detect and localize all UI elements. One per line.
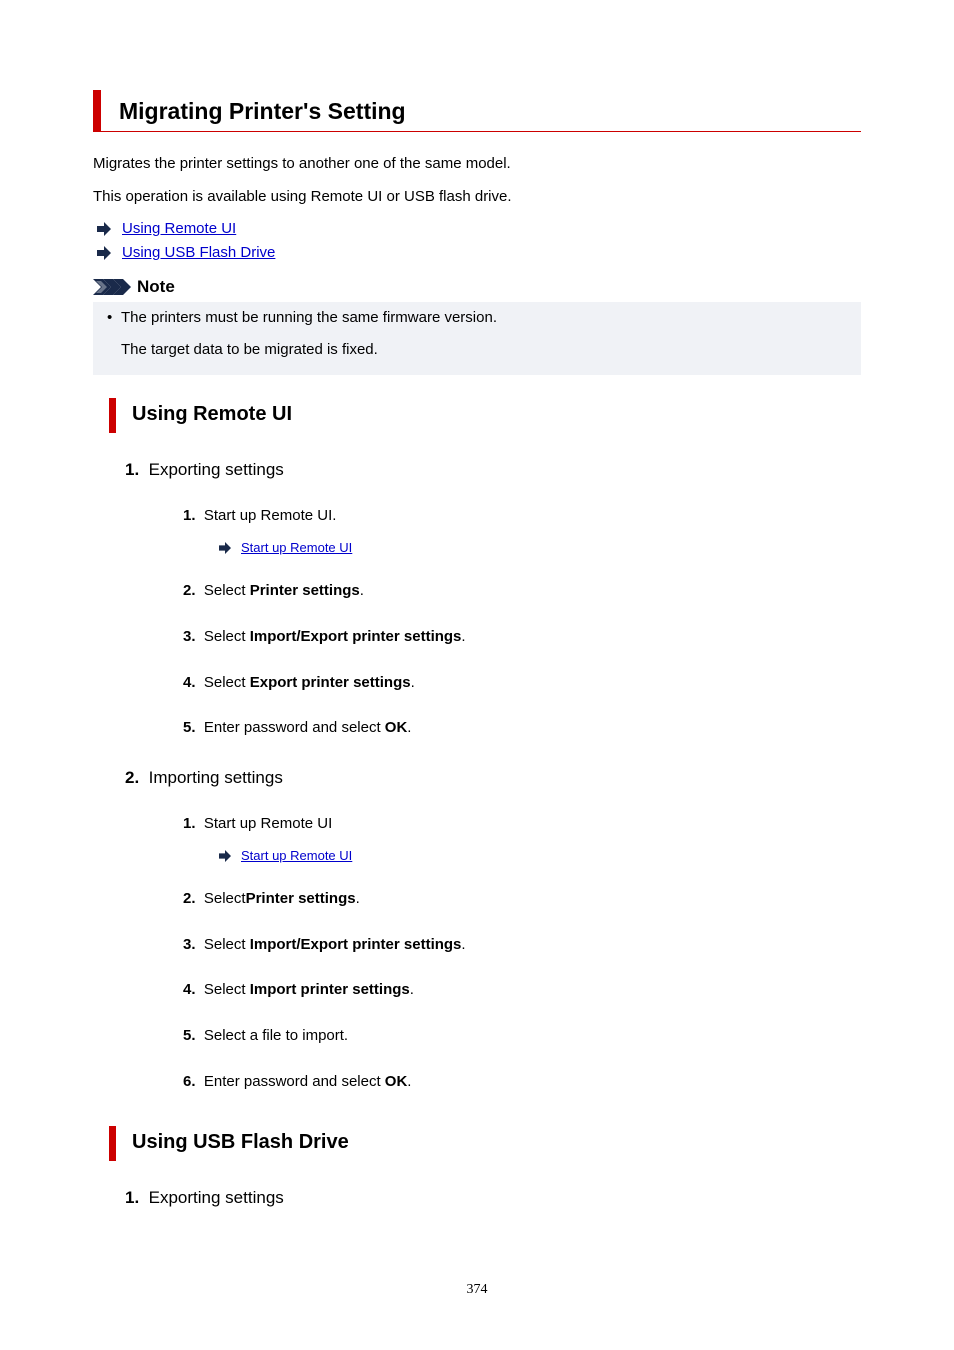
substep-ui-term: Import printer settings xyxy=(249,981,410,998)
substep-ui-term: Export printer settings xyxy=(249,674,411,691)
substep-punct: . xyxy=(407,719,412,736)
substep-number: 6. xyxy=(183,1073,196,1090)
substep-punct: . xyxy=(359,582,364,599)
substep-ui-term: Printer settings xyxy=(245,890,356,907)
substep-text: Select xyxy=(203,890,246,907)
arrow-right-icon xyxy=(96,246,112,260)
page-title-bar xyxy=(93,90,861,132)
step-number: 1. xyxy=(125,460,140,479)
section-heading-text: Using USB Flash Drive xyxy=(132,1131,349,1153)
substep-number: 1. xyxy=(183,815,196,832)
substep-ui-term: OK xyxy=(384,1073,408,1090)
step-exporting xyxy=(125,1188,284,1208)
section-heading-usb-flash-drive xyxy=(109,1126,349,1161)
substep-text: Enter password and select xyxy=(203,719,385,736)
substep-text: Select xyxy=(203,628,250,645)
substep-text: Select xyxy=(203,674,250,691)
note-box xyxy=(93,302,861,375)
substep-text: Select xyxy=(203,981,250,998)
substep-ui-term: Import/Export printer settings xyxy=(249,628,462,645)
intro-text-1: Migrates the printer settings to another one of the same model. xyxy=(93,155,511,172)
step-importing xyxy=(125,768,283,788)
step-label: Exporting settings xyxy=(148,460,284,479)
substep xyxy=(183,507,336,524)
substep-text: Select xyxy=(203,936,250,953)
link-row-usb-flash-drive xyxy=(96,244,275,261)
arrow-right-icon xyxy=(218,542,232,554)
intro-text-2: This operation is available using Remote UI or USB flash drive. xyxy=(93,188,512,205)
arrow-right-icon xyxy=(96,222,112,236)
substep xyxy=(183,719,411,736)
substep-link-row xyxy=(218,540,352,555)
substep-text: Select xyxy=(203,582,250,599)
link-start-up-remote-ui[interactable]: Start up Remote UI xyxy=(241,848,353,863)
substep-text: Start up Remote UI xyxy=(203,815,333,832)
substep-number: 4. xyxy=(183,674,196,691)
substep-number: 3. xyxy=(183,628,196,645)
note-chevrons-icon xyxy=(93,279,131,295)
substep-number: 2. xyxy=(183,582,196,599)
substep-punct: . xyxy=(407,1073,412,1090)
substep-punct: . xyxy=(461,628,466,645)
section-heading-remote-ui xyxy=(109,398,293,433)
substep-text: Enter password and select xyxy=(203,1073,385,1090)
step-exporting xyxy=(125,460,284,480)
substep-ui-term: Import/Export printer settings xyxy=(249,936,462,953)
substep-ui-term: OK xyxy=(384,719,408,736)
substep-text: Start up Remote UI. xyxy=(203,507,337,524)
step-label: Importing settings xyxy=(148,768,283,787)
step-number: 2. xyxy=(125,768,140,787)
note-item-1: The printers must be running the same firmware version. xyxy=(121,309,497,326)
substep-punct: . xyxy=(410,674,415,691)
link-using-remote-ui[interactable]: Using Remote UI xyxy=(122,220,237,237)
substep xyxy=(183,890,360,907)
note-header xyxy=(93,277,175,297)
substep xyxy=(183,582,364,599)
substep-number: 2. xyxy=(183,890,196,907)
substep-punct: . xyxy=(355,890,360,907)
substep-number: 5. xyxy=(183,719,196,736)
section-heading-text: Using Remote UI xyxy=(132,403,293,425)
step-label: Exporting settings xyxy=(148,1188,284,1207)
substep-number: 1. xyxy=(183,507,196,524)
link-using-usb-flash-drive[interactable]: Using USB Flash Drive xyxy=(122,244,276,261)
substep xyxy=(183,674,415,691)
page-title: Migrating Printer's Setting xyxy=(119,98,406,124)
arrow-right-icon xyxy=(218,850,232,862)
note-bullet: • xyxy=(107,309,113,326)
substep-number: 4. xyxy=(183,981,196,998)
link-row-remote-ui xyxy=(96,220,236,237)
page-number: 374 xyxy=(466,1282,488,1297)
substep-ui-term: Printer settings xyxy=(249,582,360,599)
substep xyxy=(183,1073,411,1090)
substep xyxy=(183,1027,348,1044)
substep-text: Select a file to import. xyxy=(203,1027,349,1044)
substep-link-row xyxy=(218,848,352,863)
substep xyxy=(183,815,332,832)
substep-punct: . xyxy=(461,936,466,953)
substep xyxy=(183,981,414,998)
substep-number: 5. xyxy=(183,1027,196,1044)
substep xyxy=(183,628,466,645)
note-label: Note xyxy=(137,277,175,296)
link-start-up-remote-ui[interactable]: Start up Remote UI xyxy=(241,540,353,555)
substep-punct: . xyxy=(409,981,414,998)
note-item-2: The target data to be migrated is fixed. xyxy=(121,341,378,358)
substep-number: 3. xyxy=(183,936,196,953)
step-number: 1. xyxy=(125,1188,140,1207)
substep xyxy=(183,936,466,953)
